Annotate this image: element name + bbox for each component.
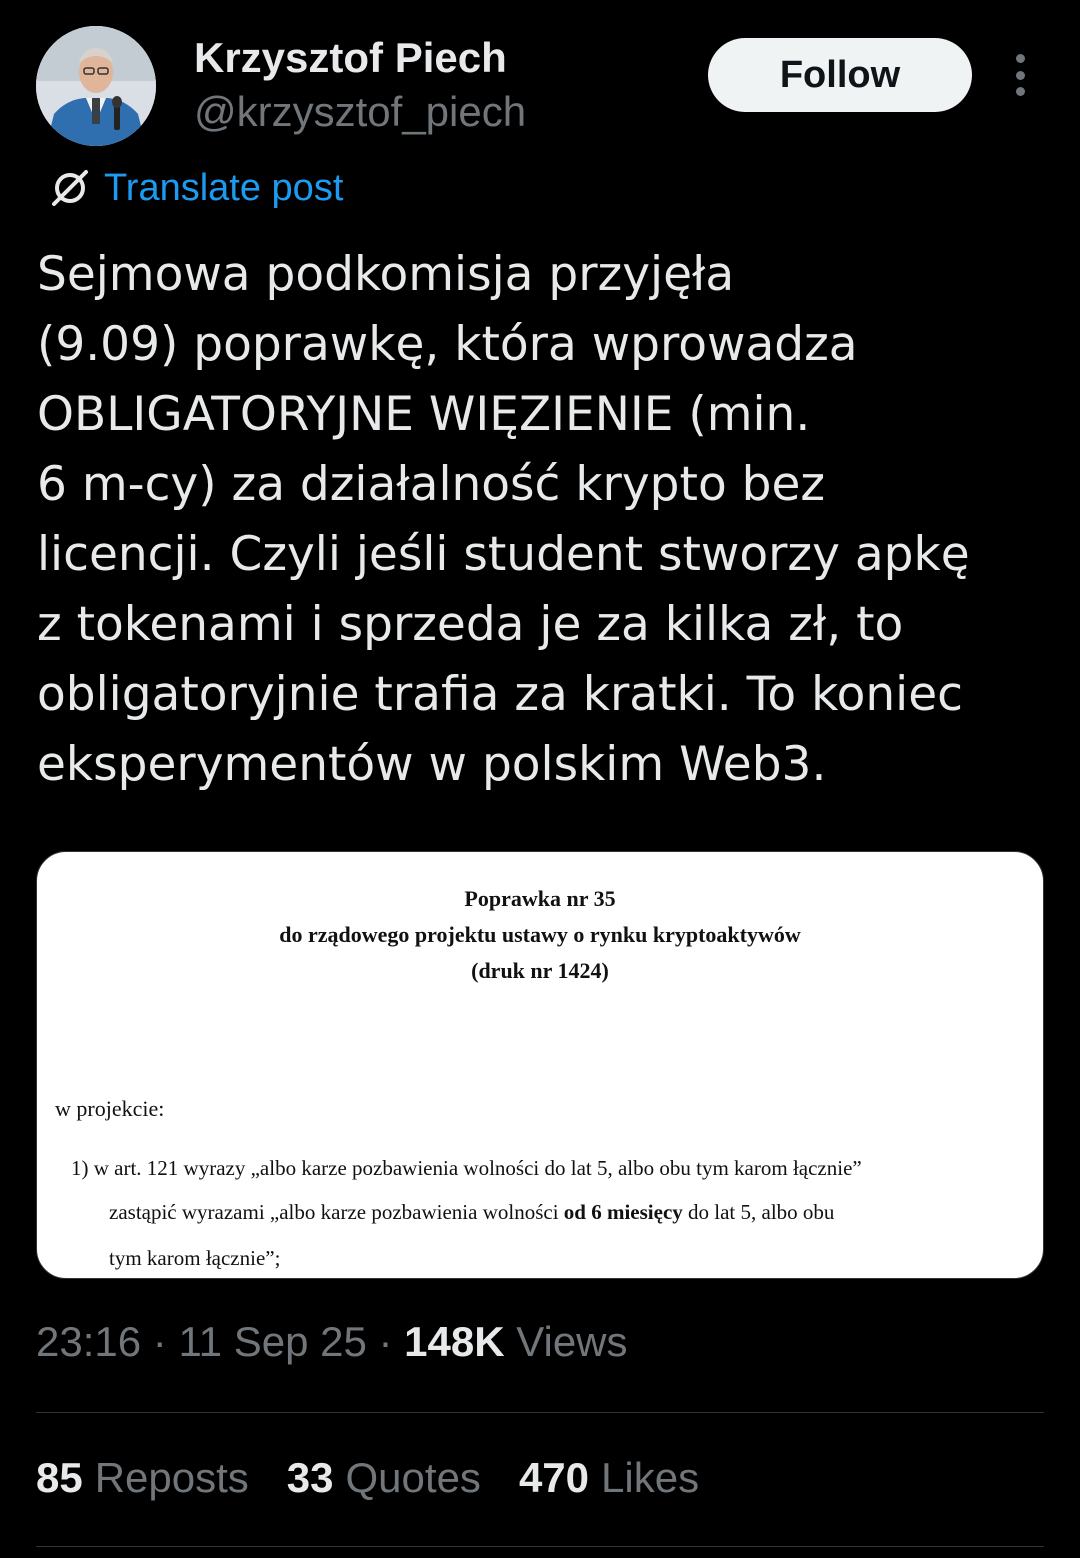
translate-label[interactable]: Translate post (104, 166, 344, 209)
post-text-line: Sejmowa podkomisja przyjęła (37, 247, 735, 302)
author-handle[interactable]: @krzysztof_piech (194, 88, 527, 135)
post-header (36, 26, 1044, 150)
post-date[interactable]: 11 Sep 25 (178, 1318, 367, 1365)
meta-separator: · (366, 1318, 405, 1365)
quotes-stat[interactable] (287, 1454, 481, 1502)
likes-count: 470 (518, 1454, 590, 1501)
more-vertical-icon (1016, 54, 1025, 63)
post-text-line: eksperymentów w polskim Web3. (37, 737, 827, 792)
post-time[interactable]: 23:16 (36, 1318, 142, 1365)
document-item-line: 1) w art. 121 wyrazy „albo karze pozbawienia wolności do lat 5, albo obu tym karom łącznie” (71, 1156, 862, 1180)
views-count: 148K (404, 1318, 505, 1365)
post-meta (36, 1318, 628, 1366)
translate-post-link[interactable] (48, 164, 343, 212)
follow-button[interactable]: Follow (708, 38, 972, 112)
more-vertical-icon-dot (1016, 87, 1025, 96)
document-item-emphasis: od 6 miesięcy (563, 1200, 683, 1224)
reposts-label: Reposts (94, 1454, 249, 1501)
document-item-line: tym karom łącznie”; (109, 1246, 281, 1270)
reposts-stat[interactable] (36, 1454, 249, 1502)
document-item-text: zastąpić wyrazami „albo karze pozbawienia wolności (109, 1200, 564, 1224)
attached-document-image[interactable] (36, 851, 1044, 1279)
post-text-line: (9.09) poprawkę, która wprowadza (37, 317, 858, 372)
post-text-line: z tokenami i sprzeda je za kilka zł, to (37, 597, 904, 652)
views-label: Views (516, 1318, 628, 1365)
divider (36, 1412, 1044, 1413)
more-options-button[interactable] (1002, 54, 1038, 96)
post-text (37, 240, 1037, 800)
reposts-count: 85 (36, 1454, 83, 1501)
profile-photo (36, 26, 156, 146)
divider (36, 1546, 1044, 1547)
author-name[interactable]: Krzysztof Piech (194, 34, 507, 81)
meta-separator: · (141, 1318, 179, 1365)
more-vertical-icon-dot (1016, 71, 1025, 80)
document-print-number: (druk nr 1424) (471, 958, 609, 983)
post-text-line: OBLIGATORYJNE WIĘZIENIE (min. (37, 387, 811, 442)
likes-label: Likes (601, 1454, 700, 1501)
document-intro: w projekcie: (55, 1096, 165, 1121)
document-scan (37, 852, 1043, 1278)
post-text-line: 6 m-cy) za działalność krypto bez (37, 457, 826, 512)
quotes-count: 33 (286, 1454, 334, 1501)
document-item-text: do lat 5, albo obu (682, 1200, 835, 1224)
quotes-label: Quotes (345, 1454, 481, 1501)
avatar[interactable] (36, 26, 156, 146)
engagement-stats (36, 1454, 699, 1502)
document-title: Poprawka nr 35 (464, 886, 616, 911)
translate-icon (48, 166, 92, 210)
document-subtitle: do rządowego projektu ustawy o rynku kryptoaktywów (279, 922, 801, 947)
document-item-line (109, 1200, 834, 1225)
post-text-line: licencji. Czyli jeśli student stworzy apkę (37, 527, 970, 582)
post-text-line: obligatoryjnie trafia za kratki. To koniec (37, 667, 963, 722)
likes-stat[interactable] (519, 1454, 699, 1502)
